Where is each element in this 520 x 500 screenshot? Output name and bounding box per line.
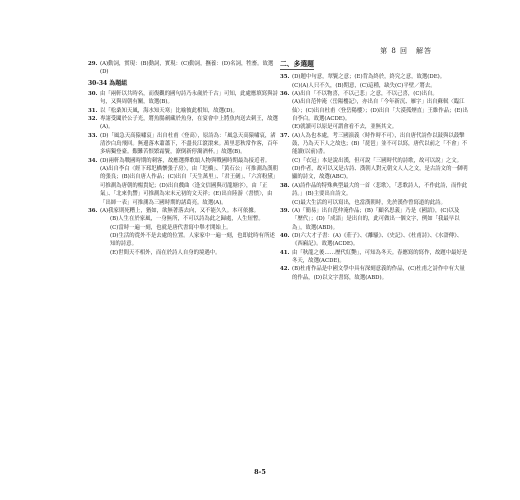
question-41: 41. 由「秋龍之後……歷代紅艷」，可知為冬天。春應寫的寫作，故題中最好是冬天，故選(ACDE)。 [280, 249, 468, 264]
question-35: 35. (D)題中句意，翠鬢之意；(E)背為終於，終究之意，故選(DE)。 [280, 74, 446, 81]
question-36-left: 36. (A)我家則死糟上，猶如，欲無著落去向，又不能久久。本可依據。 [88, 207, 260, 214]
question-37-explanation: (C)「衣冠」本是說出漢，但可說「三國時代的詩歌，故可以說」之文。(D)作者，故可以又是古詩、漢朝人對元朝文人人之文，是古詩文的一個明顯的詩文，故選(ABC)。 [292, 157, 468, 181]
left-column [88, 60, 278, 257]
page-header: 第 8 回 解答 [380, 47, 432, 55]
question-36-option-b: (B)人生在於家風，一身無所，不可以詩為此之歸處，人生短暫。 [110, 216, 264, 223]
question-36-option-c: (C)當時一遍一刻，也就是唐代書寫中舉才開始上。 [110, 224, 232, 231]
question-36-explanation: (A)出自范仲淹〈岳陽樓記〉，亦出自「今年新沉、雁字」出自蘇軾〈臨江仙〉；(C)出自杜甫〈登岳陽樓〉；(D)出自「大漠孤煙直」王維作品；(E)出自李白。故選(ACDE)。 [292, 99, 468, 123]
question-36-option-d: (D)生活的從外不是去處的位置。人家家中一遍一刻，也即此時有所述知的詩意。 [110, 232, 275, 248]
question-36-note: (E)就讀可以原是可謂會看不去，並無其文。 [292, 124, 398, 131]
question-31: 31. 以「松桑知天風，海水知天寒」比喻彼此相知，故選(D)。 [88, 107, 238, 114]
question-29: 29. (A)動詞，實現：(B)動詞，實現：(C)動詞，撫養：(D)名詞，牲畜。故選(D) [88, 61, 274, 76]
section-title: 二、多選題 [280, 60, 314, 70]
page-number: 8-5 [254, 468, 266, 476]
right-column [280, 60, 470, 282]
question-33: 33. (D)「風急天高猿嘯哀」出自杜甫〈登高〉，原詩為：「風急天高猿嘯哀，渚清沙白鳥飛回。無邊落木蕭蕭下，不盡長江滾滾來。萬里悲秋常作客，百年多病獨登臺。艱難苦恨繁霜鬢，潦倒新停濁酒杯。」故選(B)。 [88, 132, 278, 156]
question-group-heading: 30-34 為題組 [88, 79, 128, 87]
question-36-option-e: (E)世間天不相外，而在於詩人自身的境遇中。 [110, 249, 221, 256]
question-35-note: (C)(A)人只不久，(B)期意，(C)這種，缺失(C)平壁／將去。 [292, 82, 436, 89]
question-38-explanation: (C)最大生活的可以寫出，也當漢朝時，先於漢作曾寫道的此詩。 [292, 199, 446, 206]
question-32: 32. 專諸受闔於公子光，將魚腸劍藏於魚身，在宴會中上將魚肉送去刺王，故選(A)。 [88, 116, 278, 131]
question-30: 30. 由「兩軒以共時名，而復觀的國句詩乃永歲於千古」可知，此處應填寫與詩句，又與周朝有關，故選(B)。 [88, 91, 278, 106]
question-34-explanation: (A)出自李白〈經下邳圯橋懷張子房〉，由「圯橋」、「黃石公」可推測為漢朝的張良；(B)出自唐人作品；(C)出自「天生萬里」、「君王劍」、「六宮粉黛」可推測為唐朝的楊貴妃；(D)出自戲曲〈逢文信國與司龍塘序〉，由「正氣」、「北來仇讐」可推測為宋末元初的文天祥；(E)出自陸游〈書憤〉，由「出師一表」可推測為三國時期的諸葛亮。故選(A)。 [100, 166, 278, 206]
question-42: 42. (B)杜甫作品是中國文學中具有深刻意義的作品，(C)杜甫之詩作中有大量的作品，(D)以文字書寫，故選(ABD)。 [280, 266, 465, 281]
question-37: 37. (A)人為也本處，考三國演義〈時作時不可〉，出自唐代詩作以鼓與以鼓擊鼓，乃為天下人之故也；(B)「琵琶」並不可以寫，唐代以前之「不會」不能讀(以前)書。 [280, 132, 468, 156]
question-34: 34. (D)兩軒為戰國時期的刺客，故應選擇歌頌人物與戰國時期最為接近者。 [88, 157, 271, 164]
question-39: 39. (A)「簡易」出自范仲淹作品；(B)「顧名思義」乃是《國語》，(C)以及「歷代」；(D)「成語」是出自的，此可做出一個文字，例如「我最早以為」，故選(ABD)。 [280, 207, 460, 231]
question-40: 40. (D)六大才子書：(A)《莊子》、《離騷》、《史記》、《杜甫詩》、《水滸傳》、《西廂記》。故選(ACDE)。 [280, 232, 463, 248]
question-38: 38. (A)詩作品的特殊典型最大的一首〈悲歌〉，「悲歌詩人，不作此詩，而作此詩。」(B)主要出自詩文。 [280, 182, 468, 198]
question-36: 36. (A)出自「不以物喜，不以己悲」之意，不以己喜，(C)出自。 [280, 91, 438, 98]
